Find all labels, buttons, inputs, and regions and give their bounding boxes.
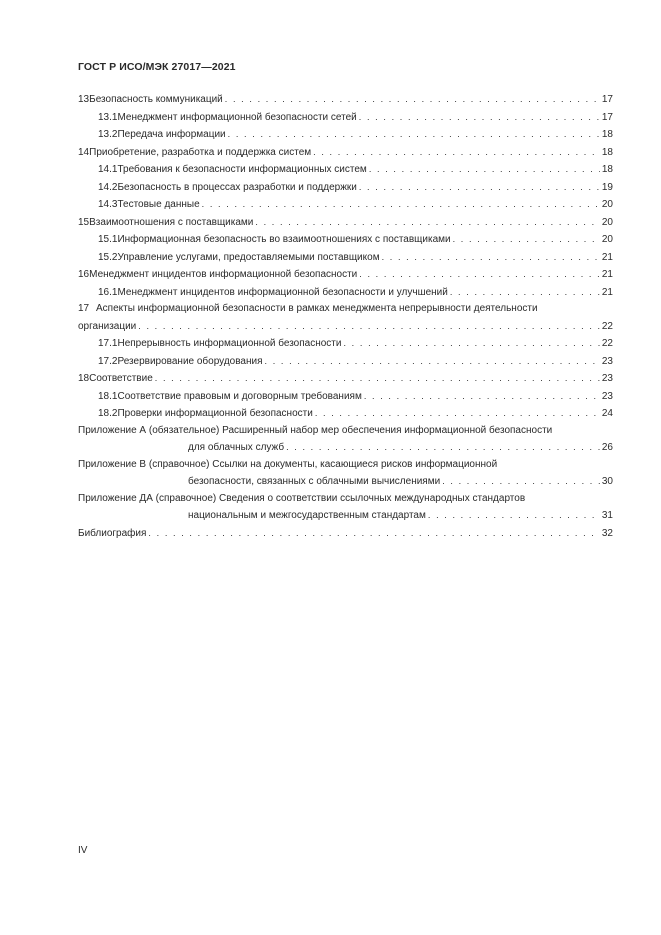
toc-entry[interactable] [78,423,613,457]
toc-entry-title: Менеджмент инцидентов информационной безопасности [89,269,358,280]
toc-page-number: 19 [601,181,613,193]
toc-entry[interactable] [78,249,613,267]
toc-leader-dots [313,144,600,161]
toc-entry-number: 18.2 [98,408,118,419]
toc-entry-title: Передача информации [117,129,226,140]
toc-entry-title: Непрерывность информационной безопасности [117,338,342,349]
toc-entry-number: 13.2 [98,129,118,140]
toc-entry[interactable] [78,284,613,302]
toc-entry-number: 16.1 [98,286,118,298]
toc-page-number: 20 [601,216,613,228]
toc-entry[interactable] [78,370,613,388]
toc-leader-dots [155,370,600,387]
toc-leader-dots [225,91,600,108]
toc-entry-title: безопасности, связанных с облачными вычислениями [188,476,441,487]
table-of-contents [78,91,613,542]
document-header: ГОСТ Р ИСО/МЭК 27017—2021 [78,61,236,73]
toc-page-number: 20 [601,234,613,245]
toc-entry-number: 16 [78,269,90,280]
toc-leader-dots [359,266,600,283]
toc-entry-title: Резервирование оборудования [117,355,263,367]
toc-page-number: 20 [601,199,613,210]
toc-page-number: 24 [601,408,613,419]
toc-entry-number: 14 [78,146,90,158]
toc-entry-title: Менеджмент инцидентов информационной безопасности и улучшений [117,286,448,298]
toc-entry-title: Аспекты информационной безопасности в рамках менеджмента непрерывности деятельности [96,303,538,314]
toc-entry-title: Соответствие правовым и договорным требованиям [117,390,362,402]
toc-page-number: 21 [601,269,613,280]
toc-entry-number: 15.1 [98,234,118,245]
toc-entry-number: 15 [78,216,90,228]
toc-leader-dots [359,109,600,126]
toc-entry[interactable] [78,214,613,232]
toc-entry-title: Информационная безопасность во взаимоотношениях с поставщиками [117,234,451,245]
toc-entry-number: 18 [78,373,90,384]
toc-leader-dots [364,388,600,405]
toc-entry-title: для облачных служб [188,442,285,453]
toc-page-number: 17 [601,111,613,123]
toc-page-number: 18 [601,164,613,175]
toc-leader-dots [138,318,600,335]
toc-leader-dots [255,214,600,231]
toc-entry-title: Взаимоотношения с поставщиками [89,216,254,228]
toc-entry-number: 14.2 [98,181,118,193]
toc-entry[interactable] [78,335,613,353]
toc-entry-number: 17.2 [98,355,118,367]
toc-entry-title: Проверки информационной безопасности [117,408,313,419]
toc-entry-title: Приобретение, разработка и поддержка систем [89,146,312,158]
toc-page-number: 21 [601,251,613,263]
toc-entry-title: Библиография [78,527,147,539]
toc-entry[interactable] [78,405,613,423]
toc-page-number: 22 [601,320,613,332]
toc-entry[interactable] [78,231,613,249]
toc-entry-title: Приложение В (справочное) Ссылки на документы, касающиеся рисков информационной [78,458,498,470]
toc-entry-title: Безопасность коммуникаций [89,94,223,105]
toc-entry-number: 13.1 [98,111,118,123]
toc-entry[interactable] [78,196,613,214]
toc-entry-title: Тестовые данные [117,199,200,210]
toc-page-number: 23 [601,355,613,367]
toc-page-number: 31 [601,510,613,521]
toc-entry[interactable] [78,301,613,335]
toc-entry[interactable] [78,109,613,127]
toc-entry-title: Требования к безопасности информационных систем [117,164,367,175]
toc-entry-number: 17 [78,303,90,314]
toc-entry-number: 14.1 [98,164,118,175]
toc-leader-dots [453,231,600,248]
toc-leader-dots [359,179,600,196]
toc-leader-dots [343,335,600,352]
toc-leader-dots [442,473,600,490]
toc-entry[interactable] [78,525,613,543]
toc-entry[interactable] [78,91,613,109]
toc-entry[interactable] [78,266,613,284]
toc-page-number: 32 [601,527,613,539]
toc-page-number: 22 [601,338,613,349]
toc-leader-dots [369,161,600,178]
toc-entry-title: Приложение ДА (справочное) Сведения о соответствии ссылочных международных стандартов [78,492,526,504]
toc-leader-dots [148,525,600,542]
toc-leader-dots [286,439,600,456]
toc-entry-title: Управление услугами, предоставляемыми поставщиком [117,251,380,263]
toc-entry[interactable] [78,179,613,197]
toc-page-number: 21 [601,286,613,298]
toc-entry[interactable] [78,144,613,162]
toc-entry-title: организации [78,320,137,332]
toc-entry[interactable] [78,457,613,491]
toc-entry-title: Соответствие [89,373,153,384]
toc-page-number: 30 [601,476,613,487]
toc-entry[interactable] [78,353,613,371]
toc-page-number: 23 [601,373,613,384]
toc-leader-dots [450,284,600,301]
toc-entry-number: 18.1 [98,390,118,402]
toc-entry-title: Безопасность в процессах разработки и поддержки [117,181,357,193]
toc-page-number: 26 [601,442,613,453]
toc-leader-dots [265,353,600,370]
toc-entry-number: 15.2 [98,251,118,263]
toc-leader-dots [428,507,600,524]
toc-page-number: 17 [601,94,613,105]
toc-entry-number: 13 [78,94,90,105]
toc-entry-title: Приложение А (обязательное) Расширенный набор мер обеспечения информационной безопасности [78,424,553,436]
toc-leader-dots [202,196,600,213]
toc-entry-number: 17.1 [98,338,118,349]
toc-page-number: 18 [601,146,613,158]
toc-entry-title: национальным и межгосударственным стандартам [188,510,426,521]
toc-entry-title: Менеджмент информационной безопасности сетей [117,111,357,123]
toc-entry-number: 14.3 [98,199,118,210]
toc-entry[interactable] [78,126,613,144]
toc-leader-dots [228,126,600,143]
toc-leader-dots [382,249,600,266]
toc-page-number: 18 [601,129,613,140]
toc-entry[interactable] [78,388,613,406]
page-number: IV [78,845,88,856]
toc-page-number: 23 [601,390,613,402]
toc-leader-dots [315,405,600,422]
toc-entry[interactable] [78,491,613,525]
toc-entry[interactable] [78,161,613,179]
